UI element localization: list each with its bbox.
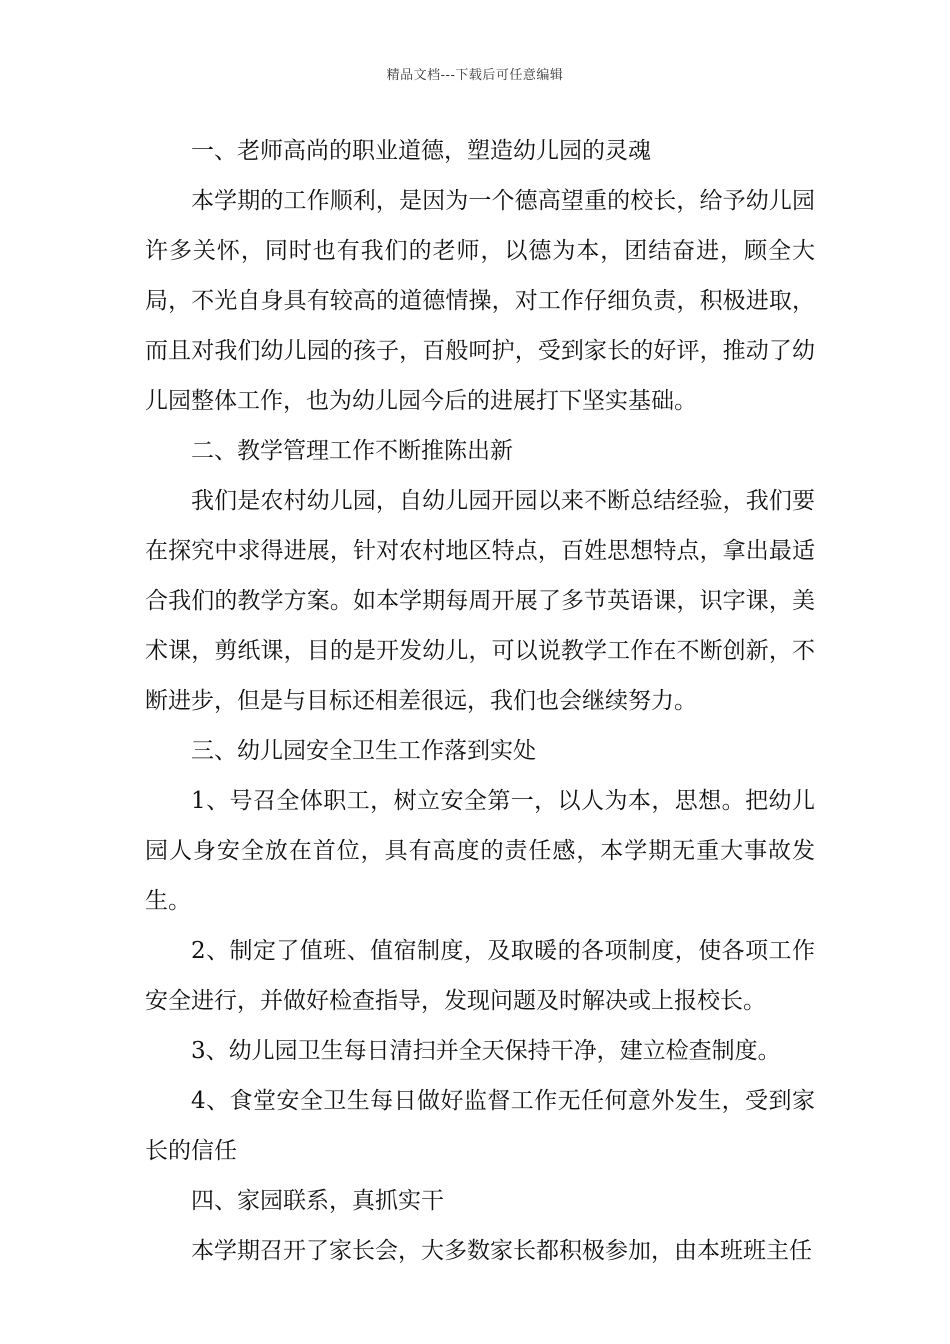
section-heading-2: 二、教学管理工作不断推陈出新 xyxy=(191,438,513,464)
paragraph-3: 本学期召开了家长会，大多数家长都积极参加，由本班班主任 xyxy=(191,1238,812,1264)
paragraph-2: 我们是农村幼儿园，自幼儿园开园以来不断总结经验，我们要在探究中求得进展，针对农村地区特点，百姓思想特点，拿出最适合我们的教学方案。如本学期每周开展了多节英语课，识字课，美术课，剪纸课，目的是开发幼儿，可以说教学工作在不断创新，不断进步，但是与目标还相差很远，我们也会继续努力。 xyxy=(145,488,815,714)
paragraph-1: 本学期的工作顺利，是因为一个德高望重的校长，给予幼儿园许多关怀，同时也有我们的老师，以德为本，团结奋进，顾全大局，不光自身具有较高的道德情操，对工作仔细负责，积极进取，而且对我们幼儿园的孩子，百般呵护，受到家长的好评，推动了幼儿园整体工作，也为幼儿园今后的进展打下坚实基础。 xyxy=(145,188,815,414)
list-item-3: 3、幼儿园卫生每日清扫并全天保持干净，建立检查制度。 xyxy=(191,1038,781,1064)
section-heading-3: 三、幼儿园安全卫生工作落到实处 xyxy=(191,738,536,764)
list-item-4: 4、食堂安全卫生每日做好监督工作无任何意外发生，受到家长的信任 xyxy=(145,1088,815,1164)
section-heading-4: 四、家园联系，真抓实干 xyxy=(191,1188,444,1214)
list-item-2: 2、制定了值班、值宿制度，及取暖的各项制度，使各项工作安全进行，并做好检查指导，发现问题及时解决或上报校长。 xyxy=(145,938,815,1014)
list-item-1: 1、号召全体职工，树立安全第一，以人为本，思想。把幼儿园人身安全放在首位，具有高度的责任感，本学期无重大事故发生。 xyxy=(145,788,815,914)
page-header: 精品文档---下载后可任意编辑 xyxy=(386,68,564,83)
section-heading-1: 一、老师高尚的职业道德，塑造幼儿园的灵魂 xyxy=(191,138,651,164)
document-body xyxy=(145,126,815,1276)
